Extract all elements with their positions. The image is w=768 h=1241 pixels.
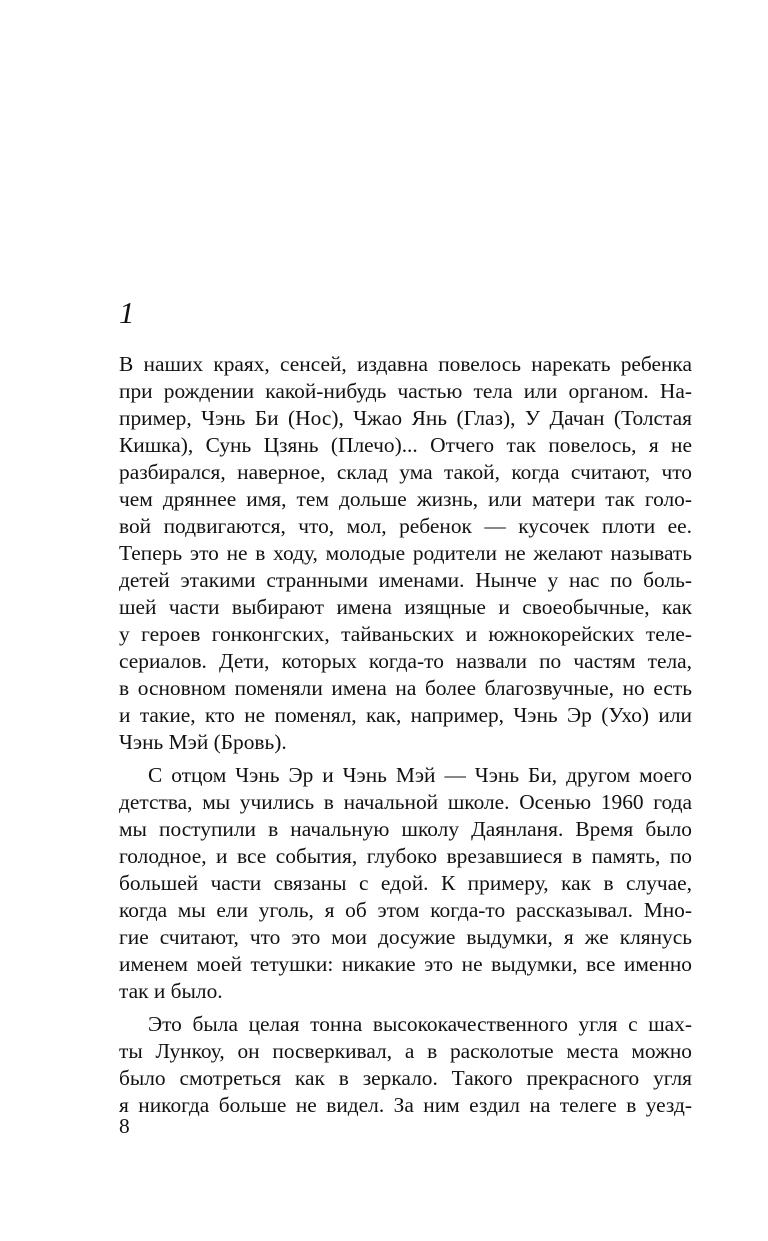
text-line: было смотреться как в зеркало. Такого прекрасного угля (119, 1066, 692, 1090)
text-line: Теперь это не в ходу, молодые родители не желают называть (119, 541, 692, 565)
text-line: шей части выбирают имена изящные и своеобычные, как (119, 595, 692, 619)
body-text (119, 351, 692, 1119)
text-line: разбирался, наверное, склад ума такой, когда считают, что (119, 460, 692, 484)
text-line: в основном поменяли имена на более благозвучные, но есть (119, 676, 692, 700)
text-line: большей части связаны с едой. К примеру, как в случае, (119, 871, 692, 895)
paragraph (119, 1011, 692, 1119)
text-line: детства, мы учились в начальной школе. Осенью 1960 года (119, 790, 692, 814)
text-line: Чэнь Мэй (Бровь). (119, 730, 287, 754)
text-line: чем дряннее имя, тем дольше жизнь, или матери так голо- (119, 487, 692, 511)
paragraph (119, 762, 692, 1005)
text-line: именем моей тетушки: никакие это не выдумки, все именно (119, 952, 692, 976)
text-line: Кишка), Сунь Цзянь (Плечо)... Отчего так повелось, я не (119, 433, 692, 457)
chapter-number: 1 (119, 295, 135, 330)
text-line: мы поступили в начальную школу Даянланя. Время было (119, 817, 692, 841)
text-line: гие считают, что это мои досужие выдумки, я же клянусь (119, 925, 692, 949)
paragraph (119, 351, 692, 756)
text-line: когда мы ели уголь, я об этом когда-то рассказывал. Мно- (119, 898, 692, 922)
text-line: ты Лункоу, он посверкивал, а в расколотые места можно (119, 1039, 692, 1063)
text-line: я никогда больше не видел. За ним ездил на телеге в уезд- (119, 1093, 692, 1117)
text-line: С отцом Чэнь Эр и Чэнь Мэй — Чэнь Би, другом моего (148, 763, 692, 787)
text-line: пример, Чэнь Би (Нос), Чжао Янь (Глаз), У Дачан (Толстая (119, 406, 692, 430)
text-line: Это была целая тонна высококачественного угля с шах- (148, 1012, 692, 1036)
text-line: у героев гонконгских, тайваньских и южнокорейских теле- (119, 622, 692, 646)
text-line: голодное, и все события, глубоко врезавшиеся в память, по (119, 844, 692, 868)
text-line: при рождении какой-нибудь частью тела или органом. На- (119, 379, 692, 403)
text-line: вой подвигаются, что, мол, ребенок — кусочек плоти ее. (119, 514, 692, 538)
text-line: детей этакими странными именами. Нынче у нас по боль- (119, 568, 692, 592)
text-line: так и было. (119, 979, 223, 1003)
text-line: и такие, кто не поменял, как, например, Чэнь Эр (Ухо) или (119, 703, 692, 727)
page-number: 8 (119, 1114, 130, 1138)
text-line: В наших краях, сенсей, издавна повелось нарекать ребенка (119, 352, 692, 376)
text-line: сериалов. Дети, которых когда-то назвали по частям тела, (119, 649, 692, 673)
